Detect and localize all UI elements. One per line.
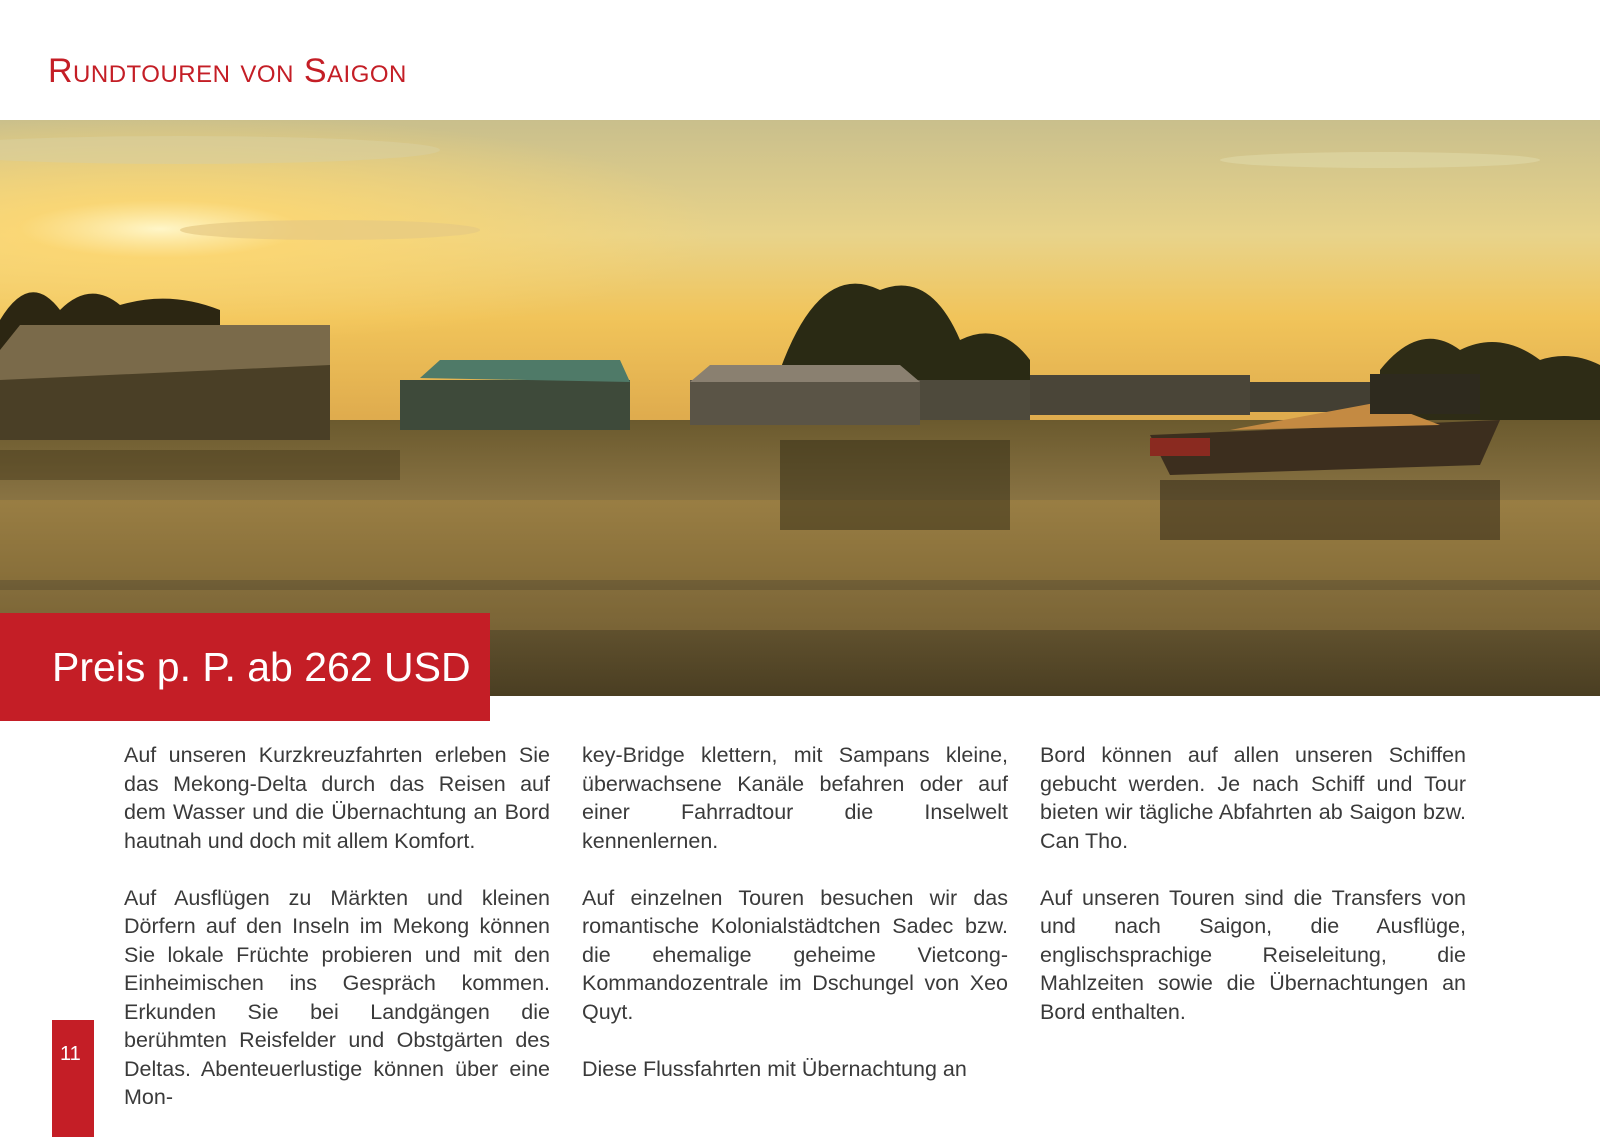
text-column-3 <box>1040 741 1466 1140</box>
paragraph: Bord können auf allen unseren Schiffen gebucht werden. Je nach Schiff und Tour bieten wir tägliche Abfahrten ab Saigon bzw. Can Tho. <box>1040 743 1466 853</box>
page-number-tab <box>52 1020 94 1137</box>
text-columns <box>124 741 1466 1140</box>
page-title: Rundtouren von Saigon <box>48 52 407 90</box>
paragraph: Auf einzelnen Touren besuchen wir das romantische Kolonialstädtchen Sadec bzw. die ehemalige geheime Vietcong-Kommandozentrale im Dschungel von Xeo Quyt. <box>582 885 1008 1024</box>
text-column-2 <box>582 741 1008 1140</box>
paragraph: Auf Ausflügen zu Märkten und kleinen Dörfern auf den Inseln im Mekong können Sie lokale Früchte probieren und mit den Einheimischen ins Gespräch kommen. Erkunden Sie bei Landgängen die berühmten Reisfelder und Obstgärten des Deltas. Abenteuerlustige können über eine Mon- <box>124 885 550 1109</box>
paragraph: Auf unseren Touren sind die Transfers von und nach Saigon, die Ausflüge, englischsprachige Reiseleitung, die Mahlzeiten sowie die Übernachtungen an Bord enthalten. <box>1040 885 1466 1024</box>
paragraph: Auf unseren Kurzkreuzfahrten erleben Sie das Mekong-Delta durch das Reisen auf dem Wasser und die Übernachtung an Bord hautnah und doch mit allem Komfort. <box>124 743 550 853</box>
paragraph: Diese Flussfahrten mit Übernachtung an <box>582 1056 967 1081</box>
price-text: Preis p. P. ab 262 USD <box>52 643 471 690</box>
hero-photo <box>0 120 1600 696</box>
mekong-sunset-photo-icon <box>0 120 1600 696</box>
text-column-1 <box>124 741 550 1140</box>
price-banner <box>0 613 490 721</box>
paragraph: key-Bridge klettern, mit Sampans kleine, überwachsene Kanäle befahren oder auf einer Fahrradtour die Inselwelt kennenlernen. <box>582 743 1008 853</box>
page-number: 11 <box>60 1043 81 1065</box>
